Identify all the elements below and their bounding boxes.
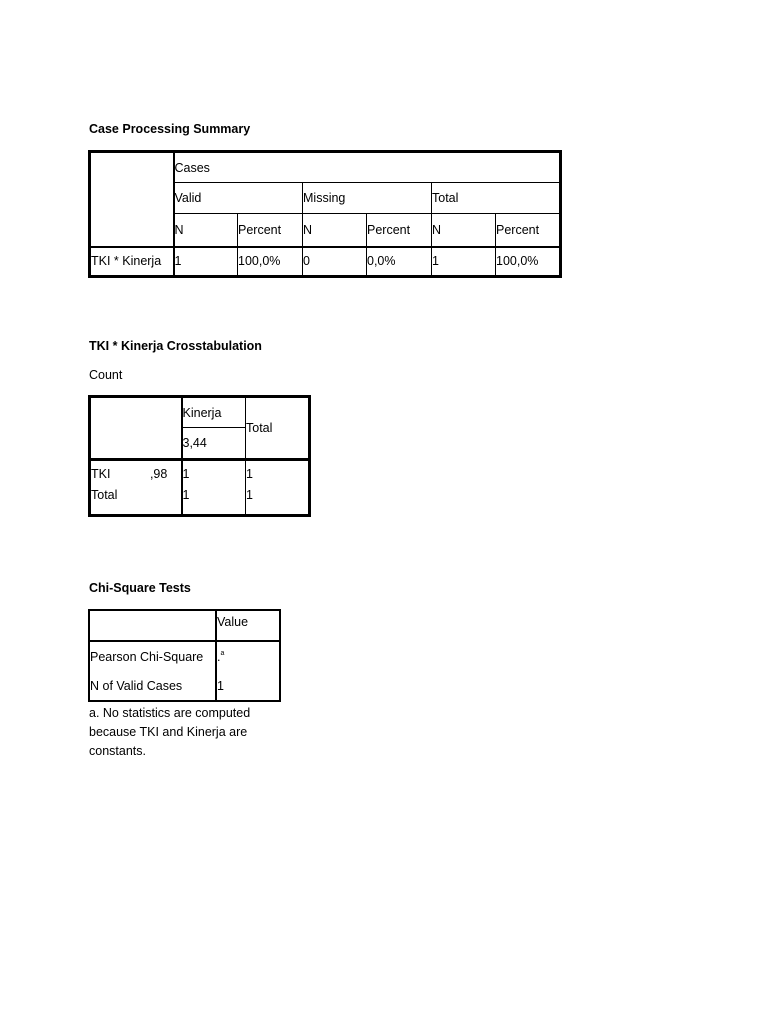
case-summary-table	[88, 150, 562, 278]
value-header: Value	[217, 615, 249, 629]
total-n-header: N	[432, 214, 496, 247]
valid-n-value: 1	[174, 247, 238, 277]
crosstab-subtitle: Count	[89, 368, 123, 382]
pearson-value-text: .	[217, 649, 221, 664]
valid-header: Valid	[174, 183, 303, 214]
missing-percent-header: Percent	[367, 214, 432, 247]
tki-label: TKI	[91, 467, 111, 482]
chi-square-title: Chi-Square Tests	[89, 581, 191, 595]
missing-header: Missing	[303, 183, 432, 214]
pearson-value	[216, 641, 280, 671]
chi-square-footnote: a. No statistics are computed because TKI and Kinerja are constants.	[89, 706, 251, 758]
pearson-label: Pearson Chi-Square	[89, 641, 216, 671]
valid-cases-value: 1	[217, 678, 224, 693]
tki-row-label	[90, 460, 182, 488]
total-total-value: 1	[246, 487, 253, 502]
kinerja-value-header: 3,44	[182, 428, 246, 460]
tki-kinerja-value: 1	[182, 460, 246, 488]
valid-n-header: N	[174, 214, 238, 247]
missing-percent-value: 0,0%	[367, 247, 432, 277]
total-header: Total	[432, 183, 561, 214]
crosstab-table	[88, 395, 311, 517]
total-percent-value: 100,0%	[496, 247, 561, 277]
row-label: TKI * Kinerja	[90, 247, 174, 277]
crosstab-total-header: Total	[246, 397, 310, 460]
crosstab-title: TKI * Kinerja Crosstabulation	[89, 339, 262, 353]
valid-percent-header: Percent	[238, 214, 303, 247]
pearson-footnote-marker: a	[220, 649, 225, 657]
chi-corner	[89, 610, 216, 641]
cases-header: Cases	[174, 152, 561, 183]
tki-sub-label: ,98	[149, 467, 168, 482]
valid-percent-value: 100,0%	[238, 247, 303, 277]
valid-cases-label: N of Valid Cases	[89, 671, 216, 701]
missing-n-header: N	[303, 214, 367, 247]
chi-square-table	[88, 609, 281, 702]
crosstab-corner	[90, 397, 182, 460]
kinerja-header: Kinerja	[182, 397, 246, 428]
total-kinerja-value: 1	[182, 488, 246, 516]
total-percent-header: Percent	[496, 214, 561, 247]
tki-total-value: 1	[246, 467, 253, 482]
case-summary-title: Case Processing Summary	[89, 122, 251, 136]
missing-n-value: 0	[303, 247, 367, 277]
total-row-label: Total	[90, 488, 182, 516]
corner-cell	[90, 152, 174, 247]
total-n-value: 1	[432, 247, 496, 277]
